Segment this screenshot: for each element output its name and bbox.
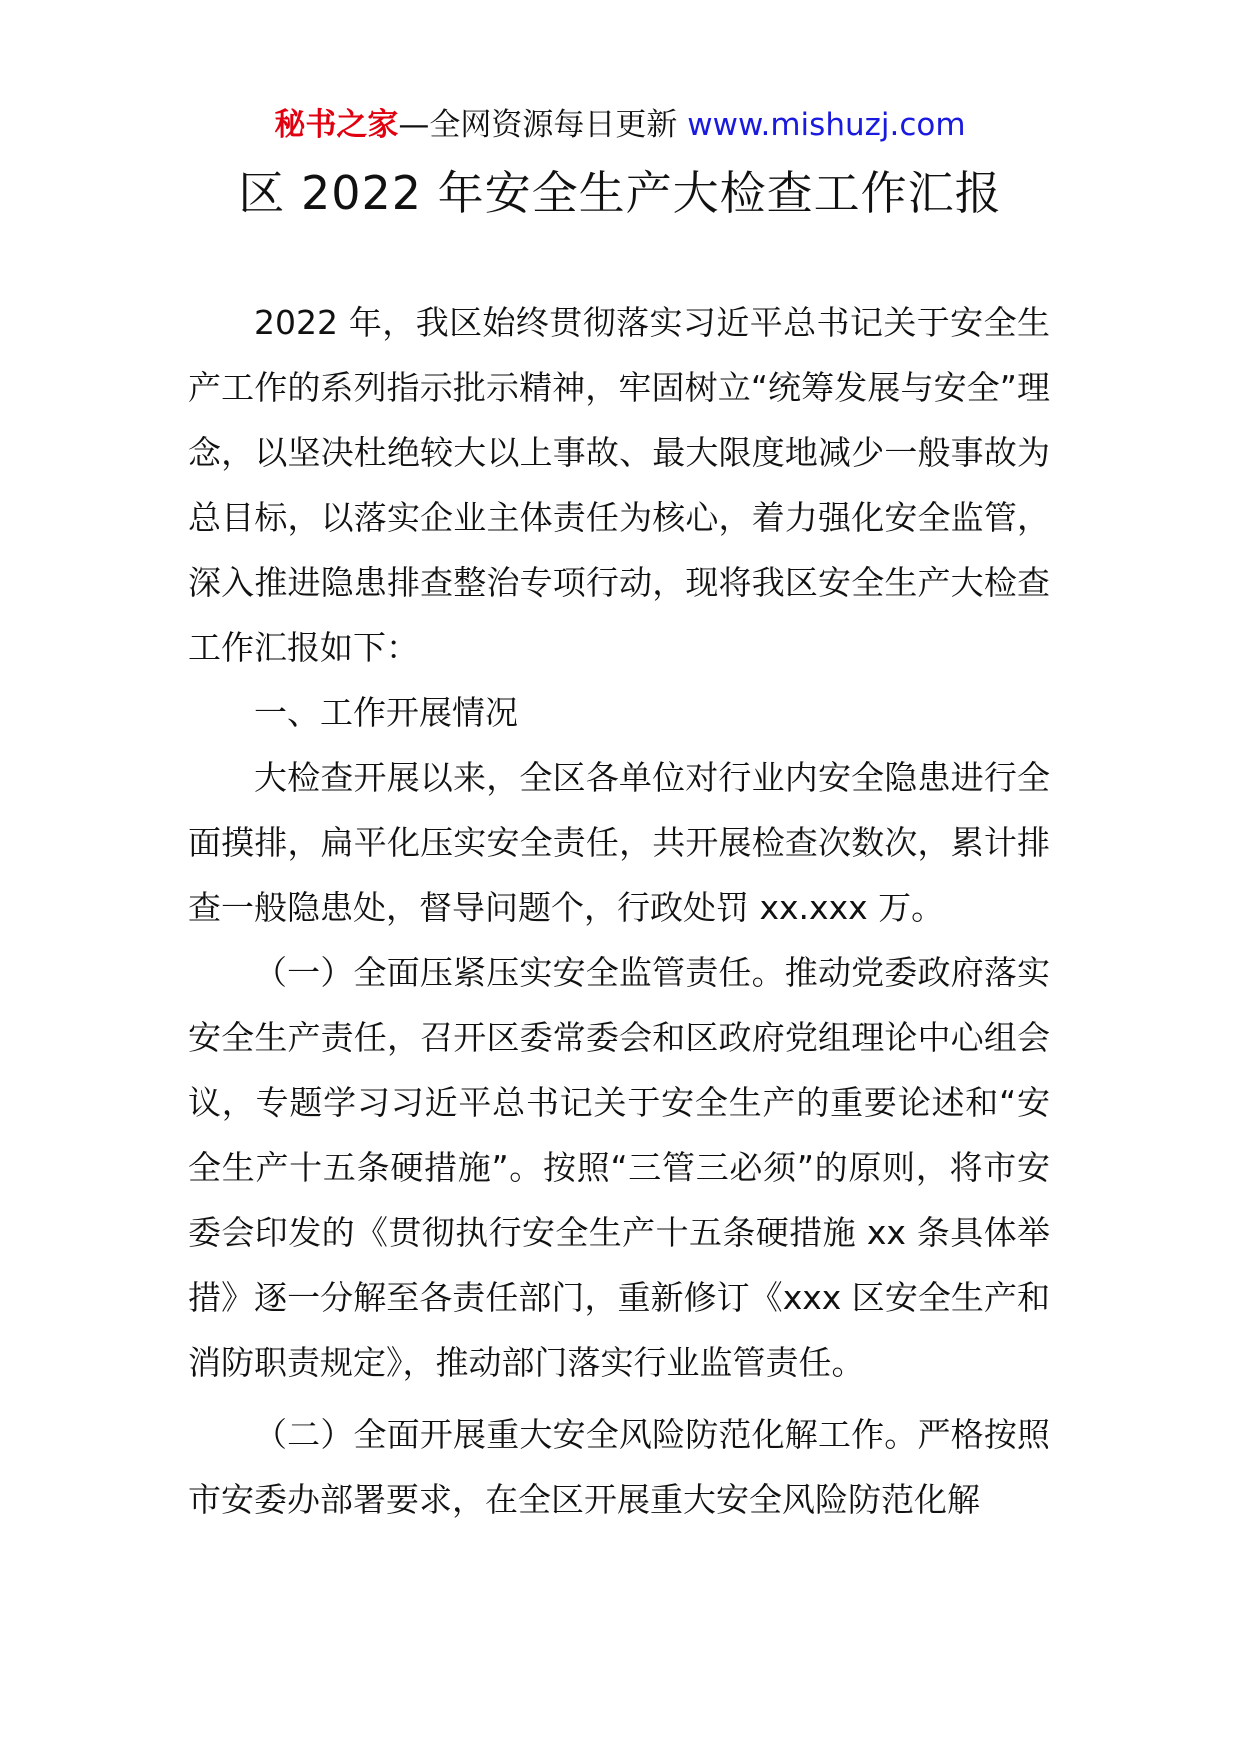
body-paragraph: （二）全面开展重大安全风险防范化解工作。严格按照市安委办部署要求，在全区开展重大安全风险防范化解 — [188, 1415, 1050, 1519]
body-paragraph: 大检查开展以来，全区各单位对行业内安全隐患进行全面摸排，扁平化压实安全责任，共开展检查次数次，累计排查一般隐患处，督导问题个，行政处罚 xx.xxx 万。 — [188, 758, 1050, 927]
site-url-link[interactable]: www.mishuzj.com — [687, 107, 966, 143]
body-paragraph: （一）全面压紧压实安全监管责任。推动党委政府落实安全生产责任，召开区委常委会和区政府党组理论中心组会议，专题学习习近平总书记关于安全生产的重要论述和“安全生产十五条硬措施”。按照“三管三必须”的原则，将市安委会印发的《贯彻执行安全生产十五条硬措施 xx 条具体举措》逐一分解至各责任部门，重新修订《xxx 区安全生产和消防职责规定》，推动部门落实行业监管责任。 — [188, 953, 1050, 1382]
site-tagline: —全网资源每日更新 — [398, 107, 678, 143]
document-body — [188, 290, 1050, 1532]
site-brand: 秘书之家 — [274, 107, 399, 143]
section-heading: 一、工作开展情况 — [254, 693, 518, 732]
site-header — [0, 100, 1240, 150]
document-title: 区 2022 年安全生产大检查工作汇报 — [238, 166, 1002, 220]
intro-paragraph: 2022 年，我区始终贯彻落实习近平总书记关于安全生产工作的系列指示批示精神，牢固树立“统筹发展与安全”理念，以坚决杜绝较大以上事故、最大限度地减少一般事故为总目标，以落实企业主体责任为核心，着力强化安全监管，深入推进隐患排查整治专项行动，现将我区安全生产大检查工作汇报如下： — [188, 303, 1050, 667]
